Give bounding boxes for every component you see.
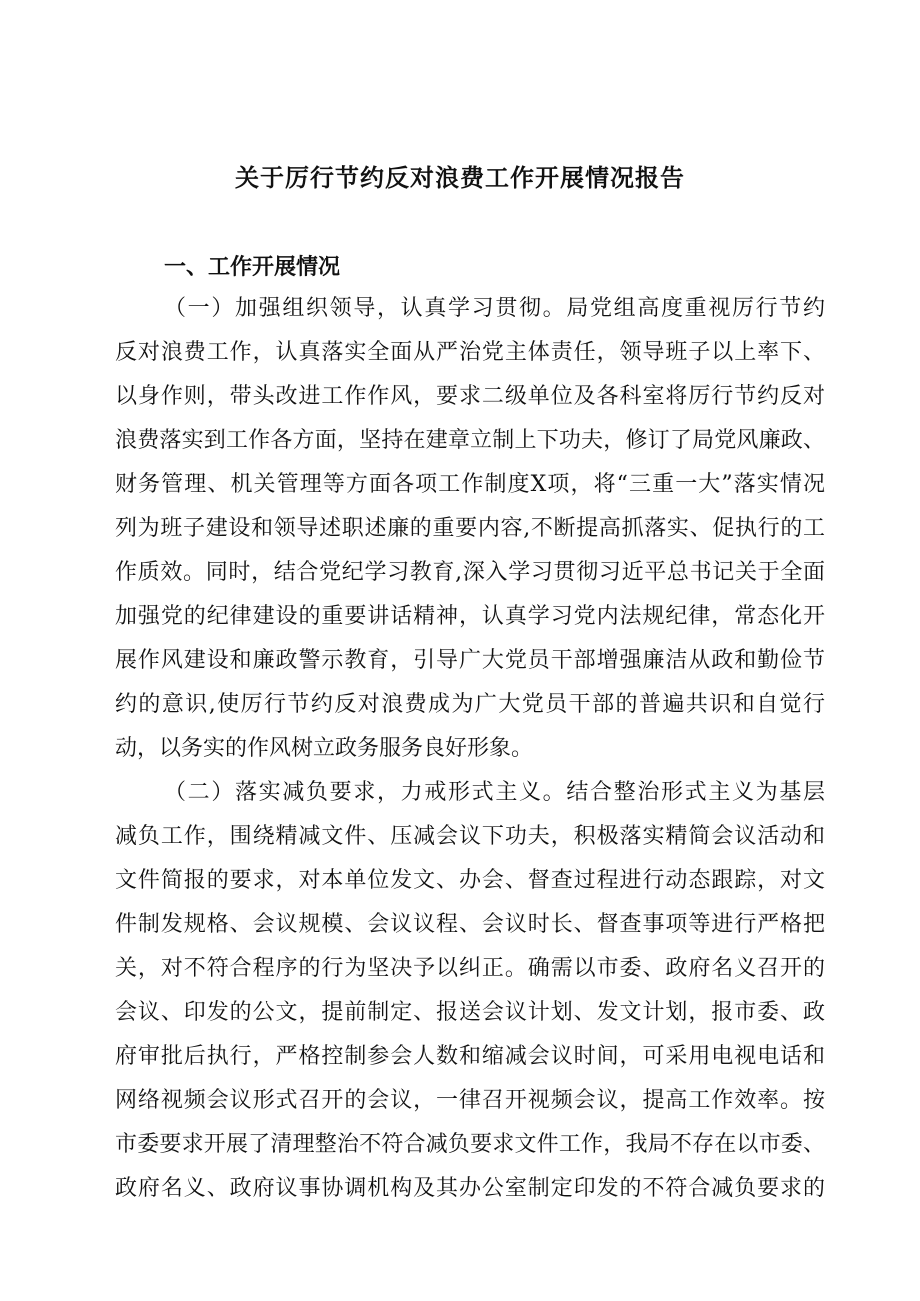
paragraph-line: 关，对不符合程序的行为坚决予以纠正。确需以市委、政府名义召开的 (115, 956, 825, 981)
paragraph-line: 网络视频会议形式召开的会议，一律召开视频会议，提高工作效率。按 (115, 1088, 825, 1113)
paragraph-line: （二）落实减负要求，力戒形式主义。结合整治形式主义为基层 (164, 780, 825, 805)
paragraph-line: 展作风建设和廉政警示教育，引导广大党员干部增强廉洁从政和勤俭节 (115, 648, 825, 673)
paragraph-line: 浪费落实到工作各方面，坚持在建章立制上下功夫，修订了局党风廉政、 (115, 428, 825, 453)
paragraph-line: 财务管理、机关管理等方面各项工作制度X项，将“三重一大”落实情况 (115, 472, 825, 497)
paragraph-line: 政府名义、政府议事协调机构及其办公室制定印发的不符合减负要求的 (115, 1176, 825, 1201)
paragraph-line: 会议、印发的公文，提前制定、报送会议计划、发文计划，报市委、政 (115, 1000, 825, 1025)
paragraph-line: 加强党的纪律建设的重要讲话精神，认真学习党内法规纪律，常态化开 (115, 604, 825, 629)
paragraph-line: 反对浪费工作，认真落实全面从严治党主体责任，领导班子以上率下、 (115, 340, 825, 365)
paragraph-line: （一）加强组织领导，认真学习贯彻。局党组高度重视厉行节约 (164, 296, 825, 321)
paragraph-line: 约的意识,使厉行节约反对浪费成为广大党员干部的普遍共识和自觉行 (115, 692, 825, 717)
paragraph-line: 动，以务实的作风树立政务服务良好形象。 (115, 736, 534, 761)
paragraph-line: 府审批后执行，严格控制参会人数和缩减会议时间，可采用电视电话和 (115, 1044, 825, 1069)
paragraph-line: 市委要求开展了清理整治不符合减负要求文件工作，我局不存在以市委、 (115, 1132, 825, 1157)
paragraph-line: 件制发规格、会议规模、会议议程、会议时长、督查事项等进行严格把 (115, 912, 825, 937)
paragraph-line: 减负工作，围绕精减文件、压减会议下功夫，积极落实精简会议活动和 (115, 824, 825, 849)
document-title: 关于厉行节约反对浪费工作开展情况报告 (235, 164, 685, 192)
paragraph-line: 作质效。同时，结合党纪学习教育,深入学习贯彻习近平总书记关于全面 (115, 560, 825, 585)
paragraph-line: 列为班子建设和领导述职述廉的重要内容,不断提高抓落实、促执行的工 (115, 516, 825, 541)
paragraph-line: 以身作则，带头改进工作作风，要求二级单位及各科室将厉行节约反对 (115, 384, 825, 409)
paragraph-line: 文件简报的要求，对本单位发文、办会、督查过程进行动态跟踪，对文 (115, 868, 825, 893)
section-heading: 一、工作开展情况 (164, 255, 341, 280)
